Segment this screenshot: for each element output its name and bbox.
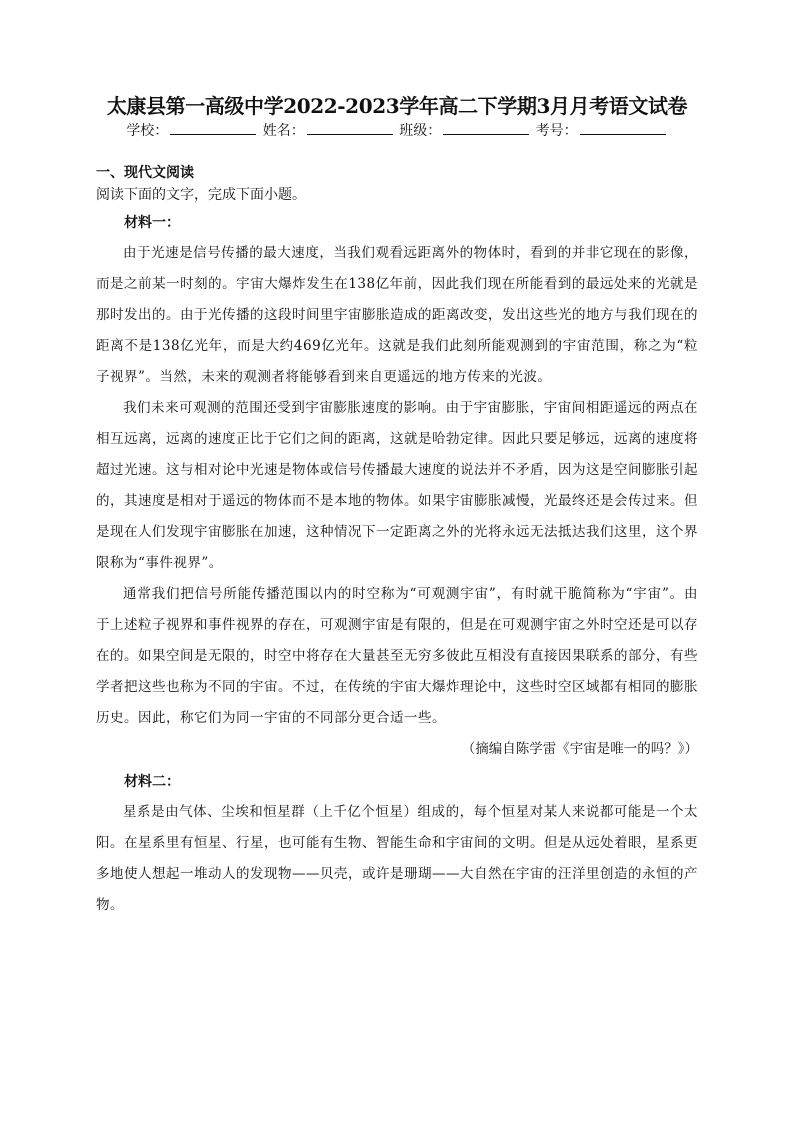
- material-1-paragraph: 我们未来可观测的范围还受到宇宙膨胀速度的影响。由于宇宙膨胀，宇宙间相距遥远的两点在相互远离，远离的速度正比于它们之间的距离，这就是哈勃定律。因此只要足够远，远离的速度将超过光速。这与相对论中光速是物体或信号传播最大速度的说法并不矛盾，因为这是空间膨胀引起的，其速度是相对于遥远的物体而不是本地的物体。如果宇宙膨胀减慢，光最终还是会传过来。但是现在人们发现宇宙膨胀在加速，这种情况下一定距离之外的光将永远无法抵达我们这里，这个界限称为“事件视界”。: [96, 400, 698, 571]
- material-2-label: 材料二：: [124, 774, 180, 790]
- student-info-line: [96, 120, 698, 142]
- section-instruction: 阅读下面的文字，完成下面小题。: [96, 187, 306, 203]
- material-1-source: （摘编自陈学雷《宇宙是唯一的吗？》）: [461, 741, 698, 757]
- class-label: 班级：: [399, 123, 442, 139]
- name-blank: [307, 120, 393, 135]
- section-heading: 一、现代文阅读: [96, 165, 194, 181]
- material-2-paragraph: 星系是由气体、尘埃和恒星群（上千亿个恒星）组成的，每个恒星对某人来说都可能是一个太阳。在星系里有恒星、行星，也可能有生物、智能生命和宇宙间的文明。但是从远处着眼，星系更多地使人想起一堆动人的发现物——贝壳，或许是珊瑚——大自然在宇宙的汪洋里创造的永恒的产物。: [96, 804, 698, 913]
- exam-page: [96, 92, 698, 921]
- material-1-paragraph: 通常我们把信号所能传播范围以内的时空称为“可观测宇宙”，有时就干脆简称为“宇宙”。由于上述粒子视界和事件视界的存在，可观测宇宙是有限的，但是在可观测宇宙之外时空还是可以存在的。如果空间是无限的，时空中将存在大量甚至无穷多彼此互相没有直接因果联系的部分，有些学者把这些也称为不同的宇宙。不过，在传统的宇宙大爆炸理论中，这些时空区域都有相同的膨胀历史。因此，称它们为同一宇宙的不同部分更合适一些。: [96, 586, 698, 726]
- school-blank: [170, 120, 256, 135]
- class-blank: [443, 120, 529, 135]
- material-1-paragraph: 由于光速是信号传播的最大速度，当我们观看远距离外的物体时，看到的并非它现在的影像，而是之前某一时刻的。宇宙大爆炸发生在138亿年前，因此我们现在所能看到的最远处来的光就是那时发出的。由于光传播的这段时间里宇宙膨胀造成的距离改变，发出这些光的地方与我们现在的距离不是138亿光年，而是大约469亿光年。这就是我们此刻所能观测到的宇宙范围，称之为“粒子视界”。当然，未来的观测者将能够看到来自更遥远的地方传来的光波。: [96, 245, 698, 385]
- school-label: 学校：: [126, 123, 169, 139]
- number-blank: [580, 120, 666, 135]
- name-label: 姓名：: [262, 123, 305, 139]
- number-label: 考号：: [535, 123, 578, 139]
- material-1-label: 材料一：: [124, 215, 180, 231]
- exam-title: 太康县第一高级中学2022-2023学年高二下学期3月月考语文试卷: [106, 94, 688, 118]
